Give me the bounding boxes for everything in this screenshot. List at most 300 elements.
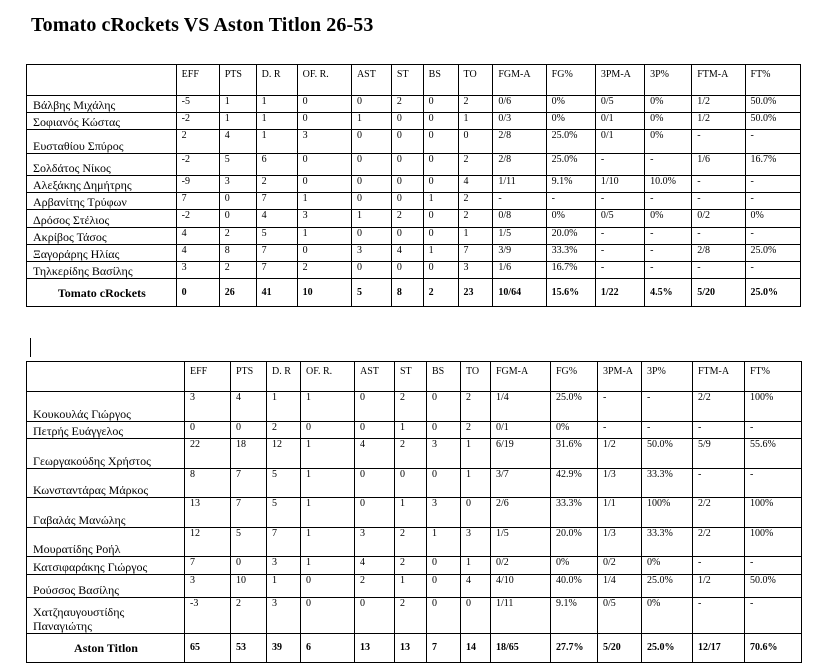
- total-stat-cell: 1/22: [595, 279, 644, 307]
- player-row: [27, 598, 802, 634]
- stat-cell: 1/2: [693, 575, 745, 598]
- column-header: D. R: [267, 362, 301, 392]
- player-row: [27, 575, 802, 598]
- stat-cell: 5/9: [693, 439, 745, 468]
- stat-cell: 7: [231, 468, 267, 497]
- stat-cell: -: [745, 468, 802, 497]
- stat-cell: 100%: [745, 497, 802, 527]
- stat-cell: 3: [427, 497, 461, 527]
- total-stat-cell: 13: [395, 633, 427, 662]
- stat-cell: 0: [351, 95, 391, 112]
- stat-cell: -: [645, 262, 692, 279]
- stat-cell: 4: [461, 575, 491, 598]
- stat-cell: 1/5: [493, 227, 546, 244]
- player-name: Κουκουλάς Γιώργος: [27, 392, 185, 421]
- stat-cell: 3/7: [491, 468, 551, 497]
- stat-cell: 5: [256, 227, 297, 244]
- column-header: TO: [458, 65, 493, 96]
- stat-cell: 0: [427, 421, 461, 439]
- player-row: [27, 227, 801, 244]
- stat-cell: 0: [185, 421, 231, 439]
- stat-cell: -9: [176, 175, 219, 192]
- stat-cell: 3: [297, 130, 351, 154]
- stat-cell: 20.0%: [551, 528, 598, 557]
- stat-cell: 1: [256, 130, 297, 154]
- stat-cell: 0: [219, 193, 256, 210]
- stat-cell: 0: [423, 262, 458, 279]
- player-row: [27, 497, 802, 527]
- stat-cell: -: [745, 130, 800, 154]
- stat-cell: -: [693, 421, 745, 439]
- total-stat-cell: 26: [219, 279, 256, 307]
- stat-cell: 1: [395, 575, 427, 598]
- stat-cell: 1: [458, 112, 493, 129]
- stat-cell: 4: [355, 439, 395, 468]
- total-stat-cell: 25.0%: [745, 279, 800, 307]
- stat-cell: 3: [176, 262, 219, 279]
- column-header: FT%: [745, 362, 802, 392]
- stat-cell: 0: [391, 175, 423, 192]
- stat-cell: 4: [219, 130, 256, 154]
- stat-cell: 0: [351, 262, 391, 279]
- stat-cell: 1/11: [491, 598, 551, 634]
- stat-cell: -: [692, 193, 745, 210]
- stat-cell: 6/19: [491, 439, 551, 468]
- stat-cell: 4: [231, 392, 267, 421]
- stat-cell: 1: [301, 557, 355, 575]
- stat-cell: 4: [458, 175, 493, 192]
- player-row: [27, 175, 801, 192]
- stat-cell: -2: [176, 210, 219, 227]
- stat-cell: 1: [219, 112, 256, 129]
- game-title: Tomato cRockets VS Aston Titlon 26-53: [31, 14, 374, 36]
- stat-cell: 1/2: [692, 95, 745, 112]
- stat-cell: 0: [351, 130, 391, 154]
- stat-cell: 2: [267, 421, 301, 439]
- stat-cell: 0%: [551, 421, 598, 439]
- stat-cell: 0%: [551, 557, 598, 575]
- stat-cell: 5: [231, 528, 267, 557]
- stat-cell: 1/6: [692, 154, 745, 175]
- stat-cell: 0/2: [692, 210, 745, 227]
- stat-cell: 1/5: [491, 528, 551, 557]
- stat-cell: 1: [297, 227, 351, 244]
- stat-cell: 0: [427, 468, 461, 497]
- player-row: [27, 193, 801, 210]
- stat-cell: 0/5: [595, 95, 644, 112]
- team-total-row: [27, 633, 802, 662]
- stat-cell: 3: [355, 528, 395, 557]
- stat-cell: 0%: [642, 557, 693, 575]
- total-stat-cell: 41: [256, 279, 297, 307]
- stat-cell: 1/3: [598, 528, 642, 557]
- stat-cell: 2: [391, 95, 423, 112]
- column-header: FGM-A: [491, 362, 551, 392]
- stat-cell: 3: [185, 575, 231, 598]
- stat-cell: -: [693, 557, 745, 575]
- total-stat-cell: 10/64: [493, 279, 546, 307]
- player-name: Μουρατίδης Ροήλ: [27, 528, 185, 557]
- stat-cell: 1/10: [595, 175, 644, 192]
- stat-cell: 25.0%: [745, 244, 800, 261]
- stat-cell: -: [692, 130, 745, 154]
- stat-cell: -: [745, 175, 800, 192]
- stat-cell: 1: [301, 468, 355, 497]
- stat-cell: 0/1: [595, 112, 644, 129]
- stat-cell: 1: [256, 95, 297, 112]
- stat-cell: 1: [461, 468, 491, 497]
- stat-cell: -: [692, 262, 745, 279]
- stat-cell: -: [595, 244, 644, 261]
- stat-cell: 16.7%: [745, 154, 800, 175]
- header-row: [27, 65, 801, 96]
- stat-cell: 0: [297, 244, 351, 261]
- stat-cell: 10.0%: [645, 175, 692, 192]
- stat-cell: 0: [423, 227, 458, 244]
- column-header: ST: [391, 65, 423, 96]
- column-header: AST: [355, 362, 395, 392]
- stat-cell: 0: [351, 175, 391, 192]
- player-name: Πετρής Ευάγγελος: [27, 421, 185, 439]
- player-row: [27, 95, 801, 112]
- column-header: FG%: [551, 362, 598, 392]
- column-header: FTM-A: [692, 65, 745, 96]
- stat-cell: 1: [297, 193, 351, 210]
- column-header: OF. R.: [297, 65, 351, 96]
- stat-cell: 4: [176, 244, 219, 261]
- stat-cell: 33.3%: [642, 468, 693, 497]
- total-stat-cell: 10: [297, 279, 351, 307]
- stat-cell: 2: [176, 130, 219, 154]
- stat-cell: 3: [185, 392, 231, 421]
- player-name: Αρβανίτης Τρύφων: [27, 193, 177, 210]
- team1-boxscore-table: [26, 64, 801, 307]
- column-header: FT%: [745, 65, 800, 96]
- stat-cell: -: [645, 227, 692, 244]
- stat-cell: 2/8: [493, 154, 546, 175]
- column-header: BS: [427, 362, 461, 392]
- stat-cell: 0: [427, 598, 461, 634]
- stat-cell: 0/1: [491, 421, 551, 439]
- stat-cell: 2: [297, 262, 351, 279]
- stat-cell: 5: [267, 497, 301, 527]
- stat-cell: 33.3%: [546, 244, 595, 261]
- stat-cell: 31.6%: [551, 439, 598, 468]
- player-row: [27, 439, 802, 468]
- stat-cell: 10: [231, 575, 267, 598]
- stat-cell: 1/3: [598, 468, 642, 497]
- stat-cell: 0: [219, 210, 256, 227]
- stat-cell: 7: [256, 262, 297, 279]
- column-header: D. R: [256, 65, 297, 96]
- stat-cell: 18: [231, 439, 267, 468]
- stat-cell: 2: [461, 421, 491, 439]
- stat-cell: -2: [176, 112, 219, 129]
- stat-cell: 1: [427, 528, 461, 557]
- stat-cell: 0/2: [598, 557, 642, 575]
- stat-cell: 7: [256, 244, 297, 261]
- stat-cell: 1: [423, 244, 458, 261]
- stat-cell: 42.9%: [551, 468, 598, 497]
- stat-cell: 0/6: [493, 95, 546, 112]
- stat-cell: 0%: [645, 95, 692, 112]
- column-header: EFF: [176, 65, 219, 96]
- total-stat-cell: 14: [461, 633, 491, 662]
- player-name: Σολδάτος Νίκος: [27, 154, 177, 175]
- stat-cell: 25.0%: [546, 154, 595, 175]
- stat-cell: 2/2: [693, 528, 745, 557]
- player-row: [27, 112, 801, 129]
- stat-cell: 0%: [546, 95, 595, 112]
- stat-cell: 1: [256, 112, 297, 129]
- total-stat-cell: 70.6%: [745, 633, 802, 662]
- total-stat-cell: 8: [391, 279, 423, 307]
- stat-cell: 2: [395, 392, 427, 421]
- player-name: Κωνσταντάρας Μάρκος: [27, 468, 185, 497]
- stat-cell: 0: [355, 392, 395, 421]
- stat-cell: 0: [427, 575, 461, 598]
- stat-cell: 25.0%: [642, 575, 693, 598]
- stat-cell: 0/1: [595, 130, 644, 154]
- player-row: [27, 528, 802, 557]
- total-stat-cell: 4.5%: [645, 279, 692, 307]
- stat-cell: 1: [395, 497, 427, 527]
- stat-cell: 7: [176, 193, 219, 210]
- stat-cell: 0: [395, 468, 427, 497]
- stat-cell: -: [595, 193, 644, 210]
- stat-cell: 3: [267, 557, 301, 575]
- stat-cell: 25.0%: [546, 130, 595, 154]
- player-name: Σοφιανός Κώστας: [27, 112, 177, 129]
- stat-cell: 8: [219, 244, 256, 261]
- stat-cell: 2: [256, 175, 297, 192]
- stat-cell: -: [745, 227, 800, 244]
- stat-cell: 4: [176, 227, 219, 244]
- stat-cell: 1: [301, 439, 355, 468]
- stat-cell: -: [642, 421, 693, 439]
- total-stat-cell: 25.0%: [642, 633, 693, 662]
- stat-cell: 7: [267, 528, 301, 557]
- stat-cell: 50.0%: [745, 112, 800, 129]
- stat-cell: -: [745, 598, 802, 634]
- column-header: PTS: [219, 65, 256, 96]
- column-header: EFF: [185, 362, 231, 392]
- stat-cell: -: [645, 154, 692, 175]
- stat-cell: 0%: [642, 598, 693, 634]
- stat-cell: -3: [185, 598, 231, 634]
- total-stat-cell: 6: [301, 633, 355, 662]
- total-stat-cell: 5/20: [598, 633, 642, 662]
- stat-cell: 0: [301, 575, 355, 598]
- stat-cell: 2: [458, 95, 493, 112]
- player-name: Ξαγοράρης Ηλίας: [27, 244, 177, 261]
- stat-cell: 5: [267, 468, 301, 497]
- column-header: TO: [461, 362, 491, 392]
- stat-cell: 0: [461, 497, 491, 527]
- total-stat-cell: 5: [351, 279, 391, 307]
- player-row: [27, 244, 801, 261]
- player-name: Τηλκερίδης Βασίλης: [27, 262, 177, 279]
- stat-cell: 8: [185, 468, 231, 497]
- team-name: Tomato cRockets: [27, 279, 177, 307]
- stat-cell: 40.0%: [551, 575, 598, 598]
- stat-cell: -: [692, 175, 745, 192]
- stat-cell: 0%: [745, 210, 800, 227]
- stat-cell: 1/6: [493, 262, 546, 279]
- stat-cell: 100%: [745, 392, 802, 421]
- stat-cell: 1: [301, 392, 355, 421]
- stat-cell: 0: [351, 193, 391, 210]
- stat-cell: 0: [301, 421, 355, 439]
- player-row: [27, 421, 802, 439]
- stat-cell: 2/8: [493, 130, 546, 154]
- stat-cell: -: [595, 227, 644, 244]
- stat-cell: 1: [423, 193, 458, 210]
- stat-cell: 1: [267, 392, 301, 421]
- stat-cell: 16.7%: [546, 262, 595, 279]
- stat-cell: 2: [458, 193, 493, 210]
- stat-cell: 9.1%: [546, 175, 595, 192]
- stat-cell: 2: [219, 227, 256, 244]
- stat-cell: 2: [219, 262, 256, 279]
- total-stat-cell: 7: [427, 633, 461, 662]
- stat-cell: 0: [391, 154, 423, 175]
- stat-cell: 22: [185, 439, 231, 468]
- stat-cell: 7: [231, 497, 267, 527]
- stat-cell: 1: [267, 575, 301, 598]
- team2-boxscore-table: [26, 361, 802, 663]
- stat-cell: 3: [458, 262, 493, 279]
- stat-cell: 2: [458, 210, 493, 227]
- stat-cell: -: [595, 262, 644, 279]
- stat-cell: -2: [176, 154, 219, 175]
- stat-cell: -: [745, 193, 800, 210]
- player-name: Γεωργακούδης Χρήστος: [27, 439, 185, 468]
- stat-cell: 0%: [645, 112, 692, 129]
- player-name: Ευσταθίου Σπύρος: [27, 130, 177, 154]
- stat-cell: 0: [423, 210, 458, 227]
- stat-cell: 3: [297, 210, 351, 227]
- stat-cell: 0: [461, 598, 491, 634]
- stat-cell: 20.0%: [546, 227, 595, 244]
- total-stat-cell: 53: [231, 633, 267, 662]
- column-header: PTS: [231, 362, 267, 392]
- stat-cell: 7: [256, 193, 297, 210]
- stat-cell: 0/5: [598, 598, 642, 634]
- stat-cell: 0: [351, 154, 391, 175]
- column-header: FGM-A: [493, 65, 546, 96]
- column-header: 3P%: [642, 362, 693, 392]
- stat-cell: -: [546, 193, 595, 210]
- stat-cell: 0/2: [491, 557, 551, 575]
- stat-cell: 6: [256, 154, 297, 175]
- stat-cell: 1: [351, 210, 391, 227]
- stat-cell: 0: [423, 154, 458, 175]
- stat-cell: 50.0%: [745, 95, 800, 112]
- stat-cell: -: [745, 421, 802, 439]
- stat-cell: 0: [297, 175, 351, 192]
- stat-cell: 1: [458, 227, 493, 244]
- player-row: [27, 130, 801, 154]
- stat-cell: -: [745, 557, 802, 575]
- stat-cell: 1/2: [598, 439, 642, 468]
- player-row: [27, 392, 802, 421]
- stat-cell: 100%: [745, 528, 802, 557]
- stat-cell: -: [645, 244, 692, 261]
- stat-cell: 0: [423, 95, 458, 112]
- column-header: OF. R.: [301, 362, 355, 392]
- stat-cell: 1/1: [598, 497, 642, 527]
- team-total-row: [27, 279, 801, 307]
- stat-cell: 3: [219, 175, 256, 192]
- stat-cell: 2: [458, 154, 493, 175]
- stat-cell: 0: [231, 557, 267, 575]
- stat-cell: 4: [391, 244, 423, 261]
- stat-cell: 1: [461, 557, 491, 575]
- stat-cell: 1: [301, 497, 355, 527]
- stat-cell: 55.6%: [745, 439, 802, 468]
- stat-cell: -: [598, 392, 642, 421]
- stat-cell: 0: [391, 112, 423, 129]
- stat-cell: 12: [185, 528, 231, 557]
- player-name: Αλεξάκης Δημήτρης: [27, 175, 177, 192]
- stat-cell: 1: [219, 95, 256, 112]
- stat-cell: 0: [427, 557, 461, 575]
- stat-cell: 9.1%: [551, 598, 598, 634]
- player-row: [27, 262, 801, 279]
- stat-cell: 2: [391, 210, 423, 227]
- column-header: BS: [423, 65, 458, 96]
- player-row: [27, 210, 801, 227]
- stat-cell: 0/3: [493, 112, 546, 129]
- stat-cell: 0: [391, 262, 423, 279]
- player-name: Ακρίβος Τάσος: [27, 227, 177, 244]
- stat-cell: 7: [458, 244, 493, 261]
- stat-cell: 4: [355, 557, 395, 575]
- stat-cell: -: [693, 598, 745, 634]
- player-row: [27, 557, 802, 575]
- stat-cell: 12: [267, 439, 301, 468]
- stat-cell: 1/2: [692, 112, 745, 129]
- total-stat-cell: 27.7%: [551, 633, 598, 662]
- stat-cell: 0/5: [595, 210, 644, 227]
- stat-cell: 0: [355, 421, 395, 439]
- stat-cell: 1: [461, 439, 491, 468]
- total-stat-cell: 0: [176, 279, 219, 307]
- stat-cell: 2/8: [692, 244, 745, 261]
- column-header: AST: [351, 65, 391, 96]
- stat-cell: 0: [458, 130, 493, 154]
- stat-cell: 0%: [645, 210, 692, 227]
- total-stat-cell: 13: [355, 633, 395, 662]
- stat-cell: 2: [461, 392, 491, 421]
- stat-cell: 2/2: [693, 497, 745, 527]
- player-name: Χατζηαυγουστίδης Παναγιώτης: [27, 598, 185, 634]
- stat-cell: 4: [256, 210, 297, 227]
- stat-cell: 1/4: [598, 575, 642, 598]
- stat-cell: 3: [461, 528, 491, 557]
- stat-cell: 2: [231, 598, 267, 634]
- stat-cell: 2: [395, 557, 427, 575]
- stat-cell: 1/4: [491, 392, 551, 421]
- stat-cell: 50.0%: [745, 575, 802, 598]
- stat-cell: 2/2: [693, 392, 745, 421]
- player-name: Ρούσσος Βασίλης: [27, 575, 185, 598]
- stat-cell: 0: [355, 598, 395, 634]
- stat-cell: 0: [391, 227, 423, 244]
- stat-cell: 100%: [642, 497, 693, 527]
- total-stat-cell: 65: [185, 633, 231, 662]
